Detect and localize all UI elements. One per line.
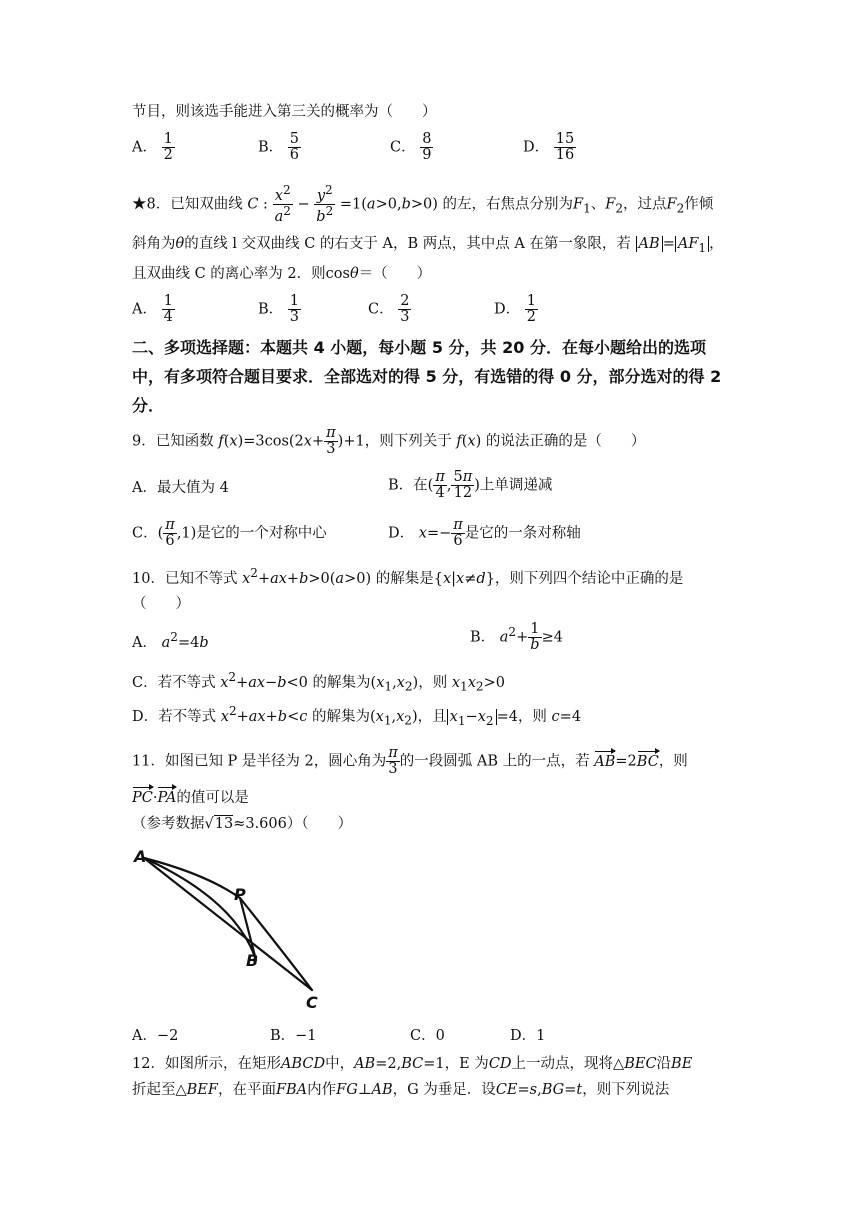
q11-stem-line2: PC·PA的值可以是 [132,790,249,806]
q9-option-a[interactable]: A．最大值为 4 [132,480,229,496]
q8-option-c[interactable]: C． $\frac{2}{3}$ [368,293,410,326]
q9-option-b[interactable]: B．在( $\frac{\pi}{4}$ , $\frac{5\pi}{12}$ )上单调递减 [388,469,553,502]
q8-stem-line1: ★8．已知双曲线 C : $\frac{x^2}{a^2}$ − $\frac{y^2}{b^2}$ =1(a>0,b>0) 的左，右焦点分别为$F_1$、$F_2$，过点$F_2$作倾 [132,183,714,225]
q8-stem-line2: 斜角为θ的直线 l 交双曲线 C 的右支于 A，B 两点，其中点 A 在第一象限，若 AB = $AF_1$ ， [132,236,724,255]
q7-option-d[interactable]: D． $\frac{15}{16}$ [523,131,575,164]
q11-option-b[interactable]: B．−1 [270,1028,317,1044]
q8-stem-line3: 且双曲线 C 的离心率为 2．则cosθ＝（ ） [132,266,432,282]
q8-option-b[interactable]: B． $\frac{1}{3}$ [258,293,299,326]
q12-stem-line1: 12．如图所示，在矩形ABCD中，AB=2,BC=1，E 为CD上一动点，现将△BEC沿BE [132,1056,693,1072]
q11-stem: 11．如图已知 P 是半径为 2，圆心角为 $\frac{\pi}{3}$ 的一段圆弧 AB 上的一点，若 AB=2BC，则 [132,745,688,778]
q9-option-d[interactable]: D． x=− $\frac{\pi}{6}$ 是它的一条对称轴 [388,517,581,550]
q7-stem-tail: 节目，则该选手能进入第三关的概率为（ ） [132,104,437,120]
q10-paren: （ ） [132,596,190,612]
label-a: A [134,847,147,866]
q11-option-d[interactable]: D．1 [510,1028,546,1044]
label-b: B [246,951,259,970]
segment-ac [144,858,312,990]
q10-option-a[interactable]: A． $a^2=4b$ [132,630,209,651]
q10-option-b[interactable]: B． $a^2+$ $\frac{1}{b}$ ≥4 [470,621,563,654]
q9-stem: 9．已知函数 f(x)=3cos(2x+ $\frac{\pi}{3}$ )+1，则下列关于 f(x) 的说法正确的是（ ） [132,425,646,458]
label-p: P [234,885,246,904]
arc-ab [144,858,256,960]
q7-option-a[interactable]: A． $\frac{1}{2}$ [132,131,173,164]
q10-stem: 10．已知不等式 $x^2+ax+b>0(a>0)$ 的解集是{x|x≠d}，则下列四个结论中正确的是 [132,566,684,587]
q7-option-b[interactable]: B． $\frac{5}{6}$ [258,131,299,164]
q11-option-c[interactable]: C．0 [410,1028,445,1044]
section-heading: 二、多项选择题：本题共 4 小题，每小题 5 分，共 20 分．在每小题给出的选项中，有多项符合题目要求．全部选对的得 5 分，有选错的得 0 分，部分选对的得 2 分． [132,338,722,415]
q11-option-a[interactable]: A．−2 [132,1028,179,1044]
q11-stem-line3: （参考数据√13≈3.606）（ ） [132,816,353,832]
q7-option-c[interactable]: C． $\frac{8}{9}$ [390,131,432,164]
q8-option-d[interactable]: D． $\frac{1}{2}$ [494,293,536,326]
q9-option-c[interactable]: C．( $\frac{\pi}{6}$ ,1)是它的一个对称中心 [132,517,327,550]
arc-figure [130,838,330,1018]
q10-option-c[interactable]: C．若不等式 $x^2+ax-b<0$ 的解集为$(x_1,x_2)$，则 $x_1x_2>0$ [132,670,505,694]
q8-option-a[interactable]: A． $\frac{1}{4}$ [132,293,173,326]
q12-stem-line2: 折起至△BEF，在平面FBA内作FG⊥AB，G 为垂足．设CE=s,BG=t，则下列说法 [132,1082,670,1098]
q10-option-d[interactable]: D．若不等式 $x^2+ax+b<c$ 的解集为$(x_1,x_2)$，且 $x_1-x_2 =4$，则 c=4 [132,704,582,728]
label-c: C [306,993,318,1012]
